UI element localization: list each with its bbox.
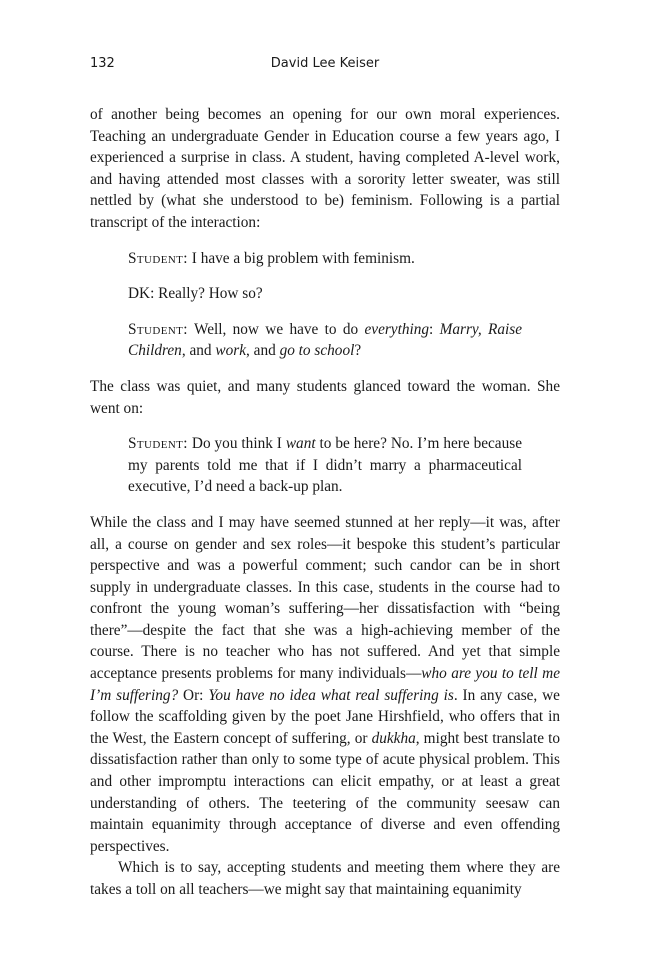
speaker-label: Student:: [128, 320, 188, 338]
running-header: [90, 56, 560, 76]
transcript-line: Student: Do you think I want to be here? No. I’m here because my parents told me that if I didn’t marry a pharmaceutical executive, I’d need a back-up plan.: [128, 435, 522, 496]
transcript-line: Student: Well, now we have to do everything: Marry, Raise Children, and work, and go to school?: [128, 320, 522, 360]
page-number: 132: [90, 56, 115, 71]
body-paragraph: While the class and I may have seemed stunned at her reply—it was, after all, a course on gender and sex roles—it bespoke this student’s particular perspective and was a powerful comment; such candor can be in short supply in undergraduate classes. In this case, students in the course had to confront the young woman’s suffering—her dissatisfaction with “being there”—despite the fact that she was a high-achieving member of the course. There is no teacher who has not suffered. And yet that simple acceptance presents problems for many individuals—who are you to tell me I’m suffering? Or: You have no idea what real suffering is. In any case, we follow the scaffolding given by the poet Jane Hirshfield, who offers that in the West, the Eastern concept of suffering, or dukkha, might best translate to dissatisfaction rather than only to some type of acute physical problem. This and other impromptu interactions can elicit empathy, or at least a great understanding of others. The teetering of the community seesaw can maintain equanimity through acceptance of diverse and even offending perspectives.: [90, 513, 560, 855]
body-paragraph: of another being becomes an opening for our own moral experiences. Teaching an undergraduate Gender in Education course a few years ago, I experienced a surprise in class. A student, having completed A-level work, and having attended most classes with a sorority letter sweater, was still nettled by (what she understood to be) feminism. Following is a partial transcript of the interaction:: [90, 106, 560, 231]
transcript-line: DK: Really? How so?: [128, 285, 263, 303]
transcript-line: Student: I have a big problem with feminism.: [128, 249, 415, 267]
body-paragraph: The class was quiet, and many students glanced toward the woman. She went on:: [90, 377, 560, 417]
speaker-label: Student:: [128, 435, 188, 453]
running-head-author: David Lee Keiser: [270, 56, 380, 71]
speaker-label: Student:: [128, 249, 188, 267]
page-body: [90, 104, 560, 901]
body-paragraph: Which is to say, accepting students and meeting them where they are takes a toll on all teachers—we might say that maintaining equanimity: [90, 859, 560, 898]
